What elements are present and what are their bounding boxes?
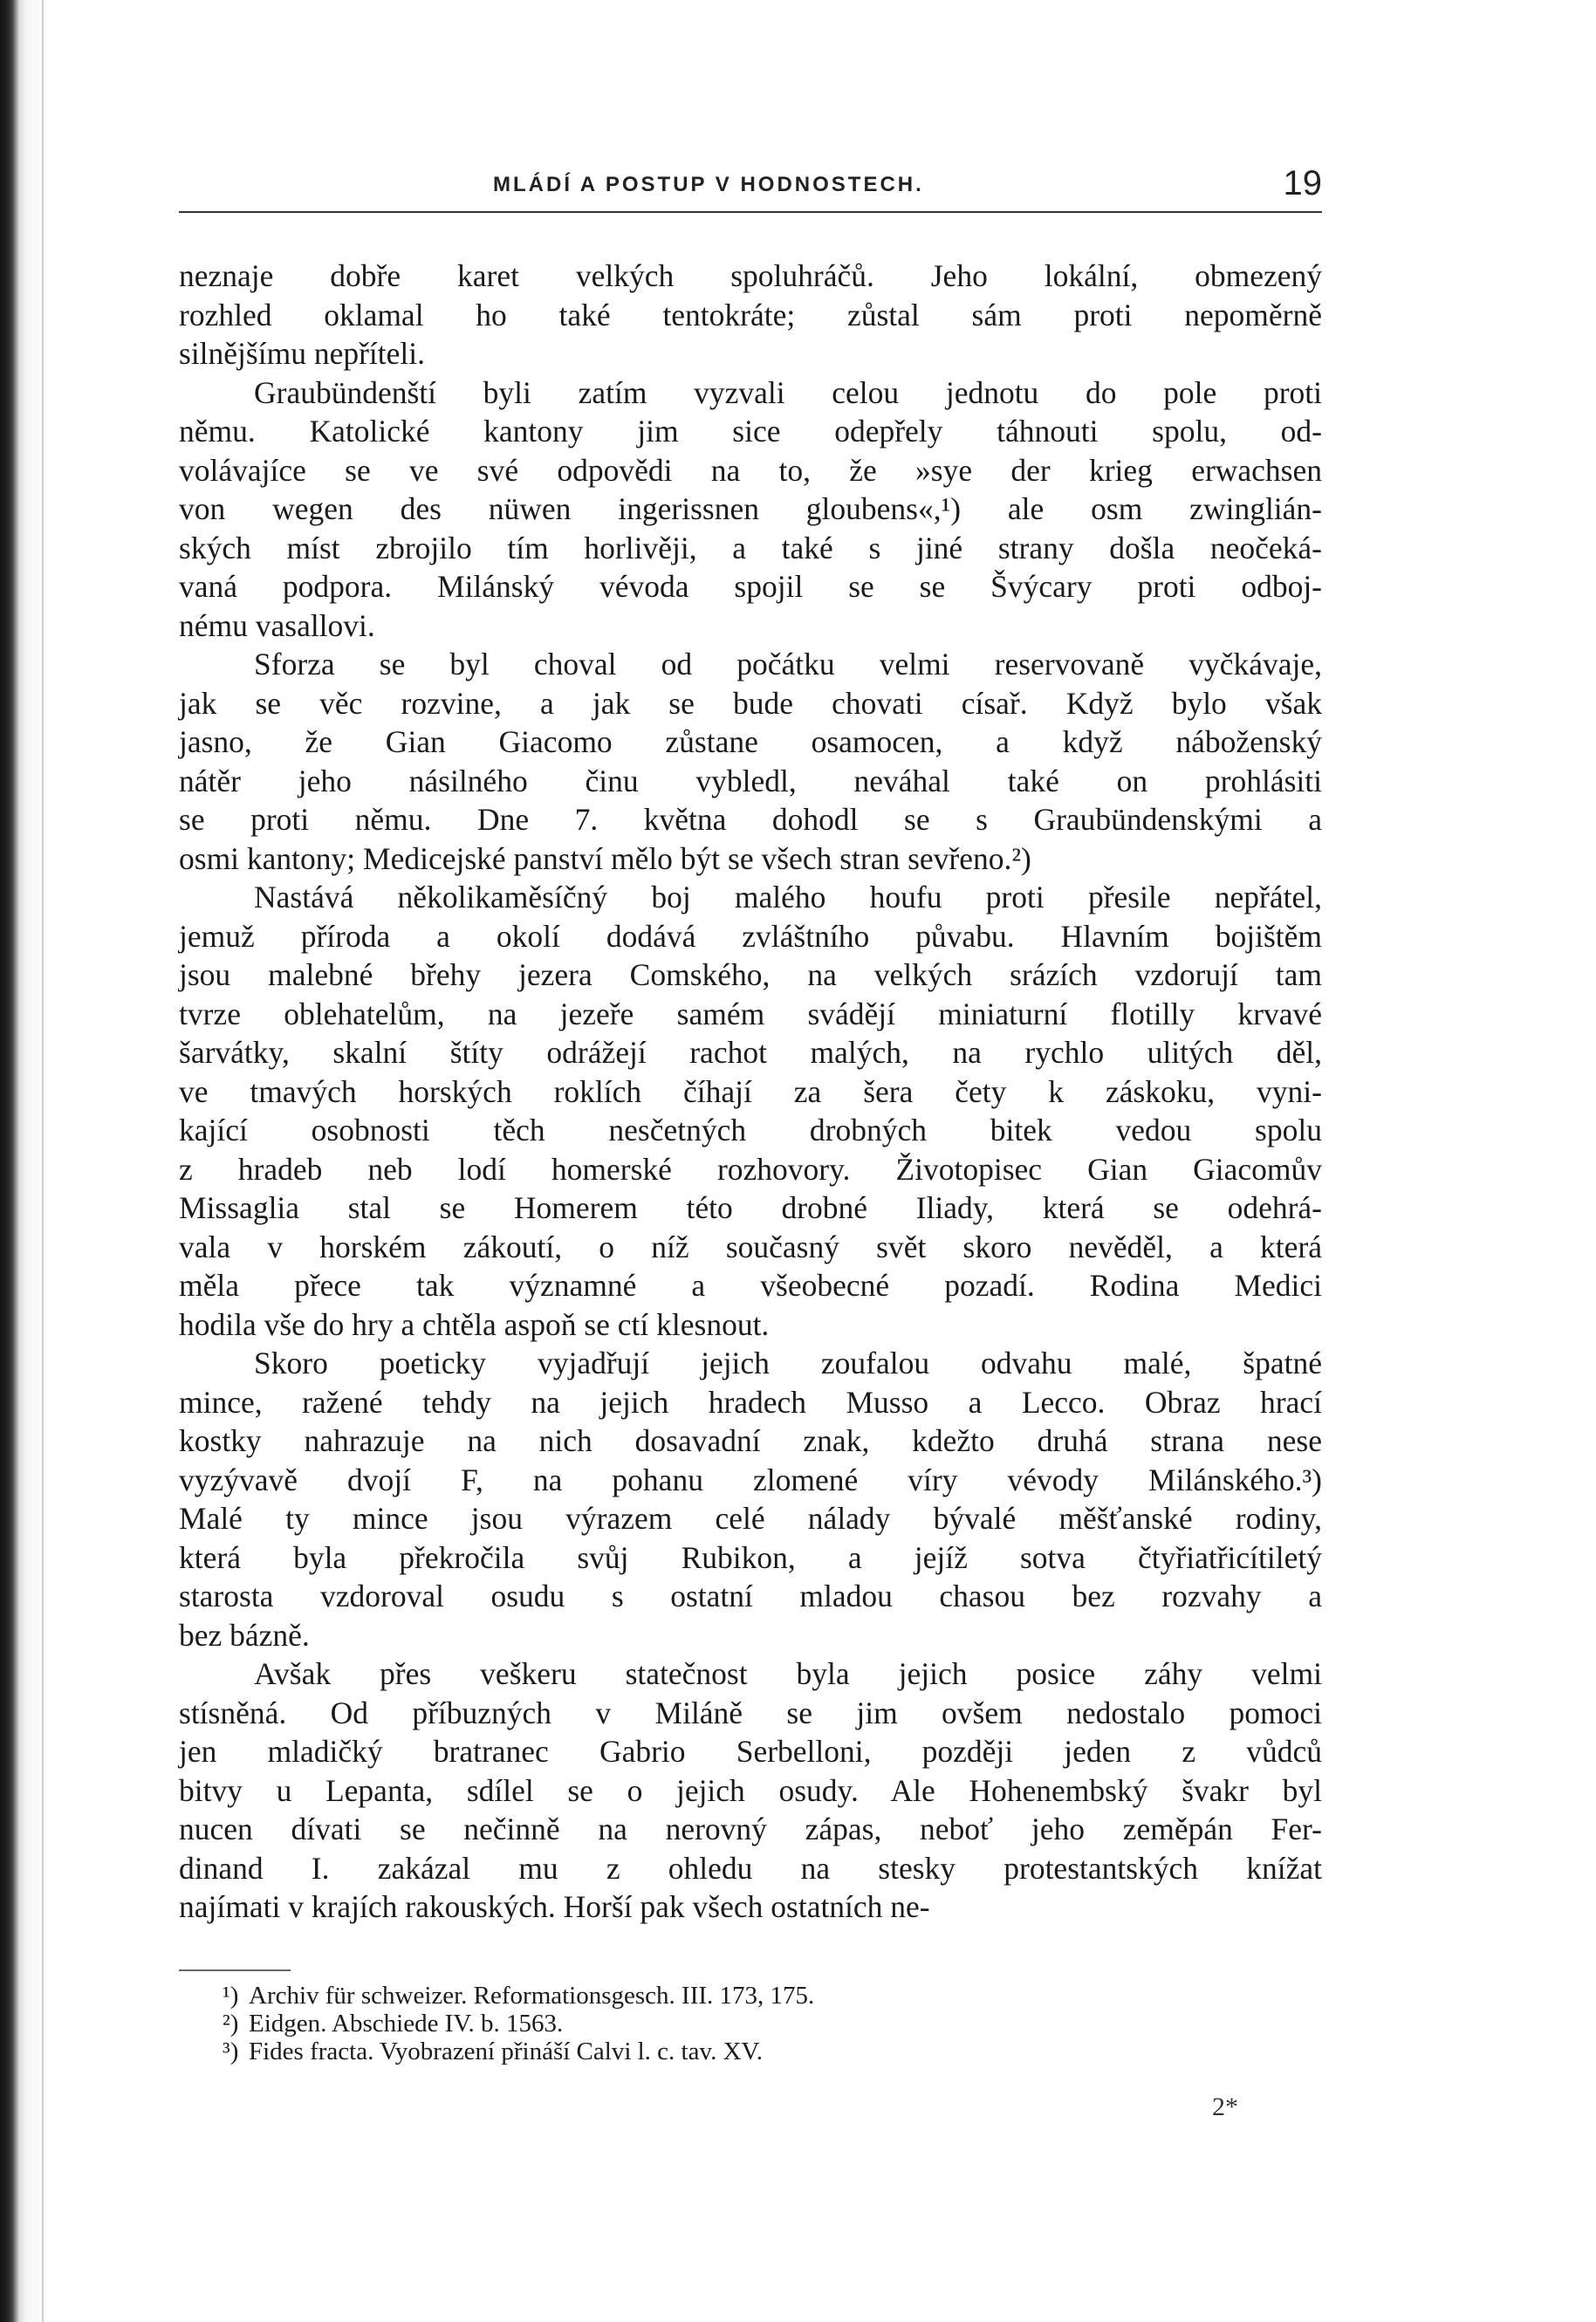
text-line: kající osobnosti těch nesčetných drobných bitek vedou spolu — [179, 1113, 1322, 1147]
text-line: rozhled oklamal ho také tentokráte; zůstal sám proti nepoměrně — [179, 297, 1322, 332]
text-line: starosta vzdoroval osudu s ostatní mladou chasou bez rozvahy a — [179, 1579, 1322, 1613]
signature-mark: 2* — [1212, 2093, 1238, 2121]
footnote — [179, 2010, 1322, 2038]
footnote-text: Fides fracta. Vyobrazení přináší Calvi l. c. tav. XV. — [249, 2038, 763, 2065]
text-line: z hradeb neb lodí homerské rozhovory. Životopisec Gian Giacomův — [179, 1151, 1322, 1187]
text-line: jen mladičký bratranec Gabrio Serbelloni, později jeden z vůdců — [179, 1734, 1322, 1769]
page-number: 19 — [1283, 164, 1322, 202]
text-line: Missaglia stal se Homerem této drobné Iliady, která se odehrá- — [179, 1190, 1322, 1225]
binding-line — [42, 0, 44, 2322]
text-line: silnějšímu nepříteli. — [179, 336, 425, 371]
text-line: jasno, že Gian Giacomo zůstane osamocen, a když náboženský — [179, 724, 1322, 759]
footnote — [179, 1982, 1322, 2010]
text-line: bitvy u Lepanta, sdílel se o jejich osudy. Ale Hohenembský švakr byl — [179, 1772, 1322, 1808]
footnote-text: Eidgen. Abschiede IV. b. 1563. — [249, 2010, 564, 2038]
text-line: stísněná. Od příbuzných v Miláně se jim ovšem nedostalo pomoci — [179, 1695, 1322, 1730]
text-line: vaná podpora. Milánský vévoda spojil se se Švýcary proti odboj- — [179, 569, 1322, 604]
text-line: Malé ty mince jsou výrazem celé nálady bývalé měšťanské rodiny, — [179, 1501, 1322, 1536]
text-line: kostky nahrazuje na nich dosavadní znak, kdežto druhá strana nese — [179, 1423, 1322, 1458]
footnote-text: Archiv für schweizer. Reformationsgesch. III. 173, 175. — [249, 1982, 815, 2010]
text-line: vala v horském zákoutí, o níž současný svět skoro nevěděl, a která — [179, 1229, 1322, 1264]
text-line: vyzývavě dvojí F, na pohanu zlomené víry vévody Milánského.³) — [179, 1462, 1322, 1497]
text-line: tvrze oblehatelům, na jezeře samém svádějí miniaturní flotilly krvavé — [179, 996, 1322, 1031]
header-rule — [179, 211, 1322, 213]
text-line: neznaje dobře karet velkých spoluhráčů. Jeho lokální, obmezený — [179, 258, 1322, 293]
text-line: ských míst zbrojilo tím horlivěji, a také s jiné strany došla neočeká- — [179, 530, 1322, 565]
text-line: která byla překročila svůj Rubikon, a jejíž sotva čtyřiatřicítiletý — [179, 1539, 1322, 1575]
text-line: šarvátky, skalní štíty odrážejí rachot malých, na rychlo ulitých děl, — [179, 1035, 1322, 1070]
text-line: hodila vše do hry a chtěla aspoň se ctí klesnout. — [179, 1306, 770, 1342]
footnotes — [179, 1982, 1322, 2065]
text-line: bez bázně. — [179, 1617, 310, 1653]
footnote-mark: ³) — [223, 2038, 239, 2065]
book-page — [179, 0, 1322, 2322]
text-line: jsou malebné břehy jezera Comského, na velkých srázích vzdorují tam — [179, 957, 1322, 992]
text-line: dinand I. zakázal mu z ohledu na stesky protestantských knížat — [179, 1850, 1322, 1886]
page-binding-edge — [0, 0, 54, 2322]
text-line: jemuž příroda a okolí dodává zvláštního půvabu. Hlavním bojištěm — [179, 918, 1322, 954]
footnote-mark: ¹) — [223, 1982, 239, 2010]
text-line: Avšak přes veškeru statečnost byla jejich posice záhy velmi — [254, 1656, 1322, 1691]
text-line: se proti němu. Dne 7. května dohodl se s Graubündenskými a — [179, 802, 1322, 837]
footnote-mark: ²) — [223, 2010, 239, 2038]
text-line: Skoro poeticky vyjadřují jejich zoufalou odvahu malé, špatné — [254, 1346, 1322, 1380]
text-line: najímati v krajích rakouských. Horší pak všech ostatních ne- — [179, 1889, 930, 1924]
text-line: Nastává několikaměsíčný boj malého houfu proti přesile nepřátel, — [254, 880, 1322, 914]
text-line: von wegen des nüwen ingerissnen gloubens«,¹) ale osm zwinglián- — [179, 491, 1322, 526]
body-text — [179, 257, 1322, 1927]
text-line: Sforza se byl choval od počátku velmi reservovaně vyčkávaje, — [254, 647, 1322, 682]
footnote — [179, 2038, 1322, 2065]
text-line: osmi kantony; Medicejské panství mělo být se všech stran sevřeno.²) — [179, 840, 1031, 876]
text-line: jak se věc rozvine, a jak se bude chovati císař. Když bylo však — [179, 685, 1322, 721]
text-line: volávajíce se ve své odpovědi na to, že »sye der krieg erwachsen — [179, 452, 1322, 488]
running-title: MLÁDÍ A POSTUP V HODNOSTECH. — [493, 173, 924, 196]
text-line: nátěr jeho násilného činu vybledl, neváhal také on prohlásiti — [179, 763, 1322, 798]
text-line: Graubündenští byli zatím vyzvali celou jednotu do pole proti — [254, 374, 1322, 410]
text-line: nucen dívati se nečinně na nerovný zápas, neboť jeho zeměpán Fer- — [179, 1812, 1322, 1846]
text-line: ve tmavých horských roklích číhají za šera čety k záskoku, vyni- — [179, 1073, 1322, 1109]
text-line: nému vasallovi. — [179, 607, 375, 643]
text-line: mince, ražené tehdy na jejich hradech Musso a Lecco. Obraz hrací — [179, 1384, 1322, 1420]
text-line: měla přece tak významné a všeobecné pozadí. Rodina Medici — [179, 1268, 1322, 1303]
footnote-rule — [179, 1969, 291, 1971]
text-line: němu. Katolické kantony jim sice odepřely táhnouti spolu, od- — [179, 414, 1322, 449]
running-head — [179, 164, 1322, 216]
